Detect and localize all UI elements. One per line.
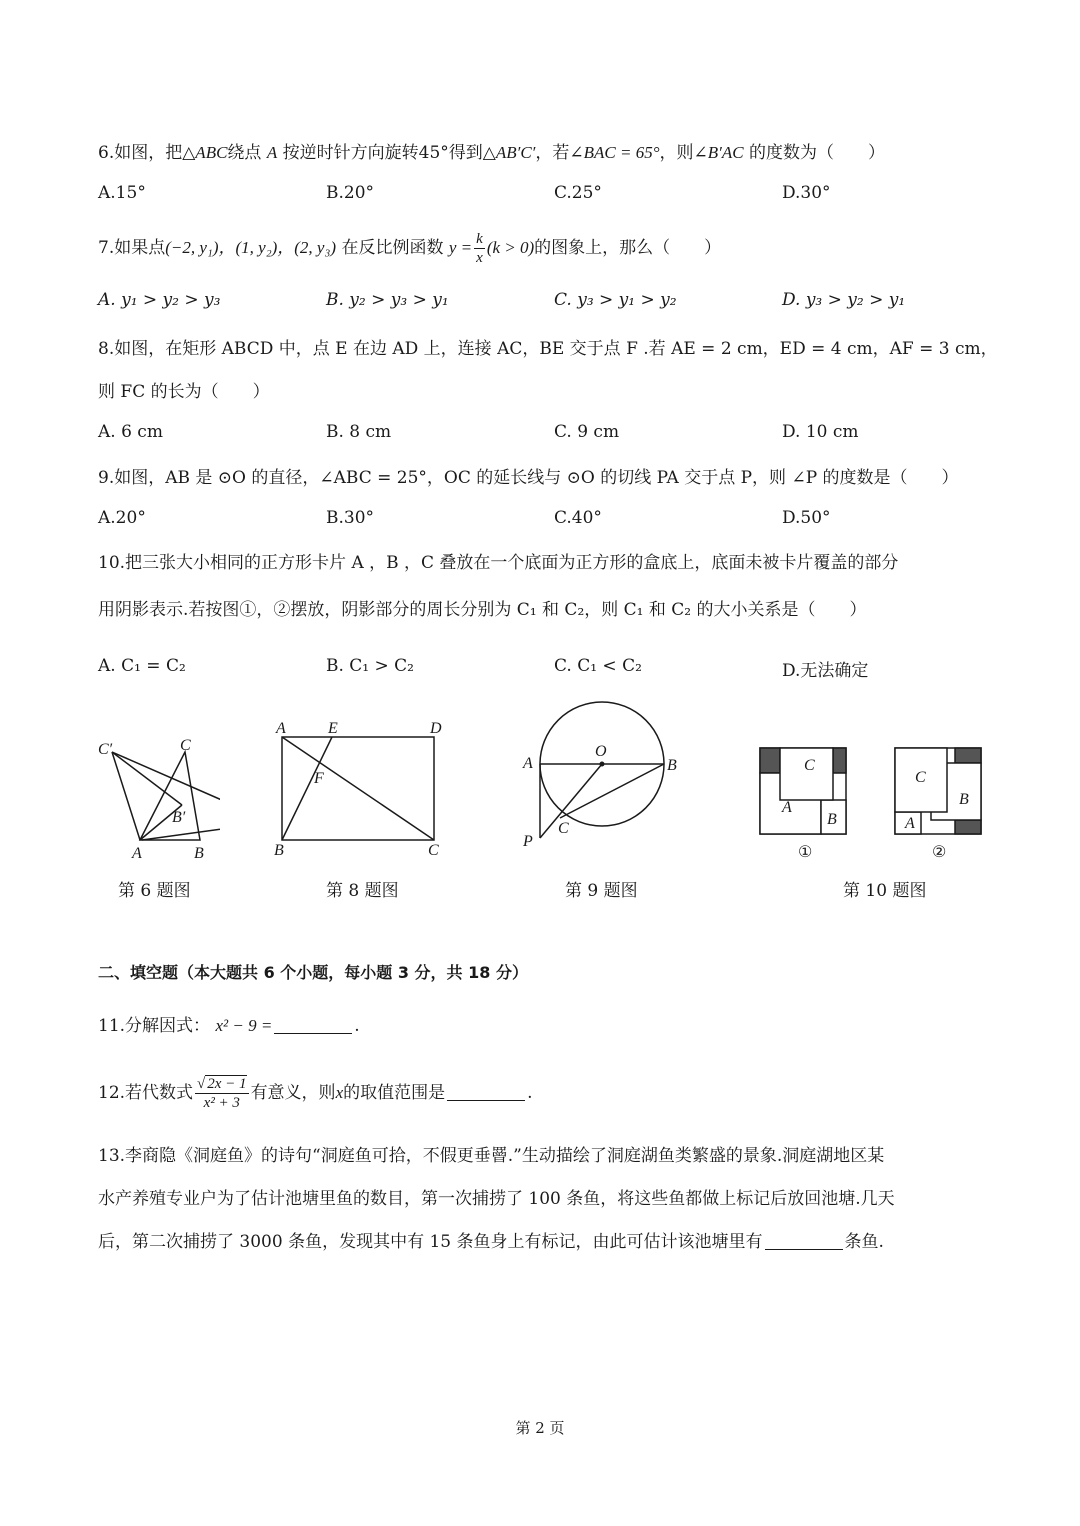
question-12 [98,1068,988,1118]
q7-points: (−2, y₁)，(1, y₂)，(2, y₃) [165,238,337,257]
q6-triangle-abc-prime: △AB′C′ [482,143,536,162]
fig8-label-f: F [314,770,324,787]
q11-suffix: . [354,1016,360,1036]
q10-option-c: C. C₁ < C₂ [554,656,642,676]
q12-text: 有意义，则 [250,1083,336,1103]
fig10-label-circled-2: ② [932,844,947,861]
fig10-label-b-1: B [827,811,837,828]
q6-option-a: A.15° [98,183,146,203]
q6-prefix: 6.如图，把 [98,143,183,163]
q6-text: 绕点 [227,143,262,163]
q13-text: 后，第二次捕捞了 3000 条鱼，发现其中有 15 条鱼身上有标记，由此可估计该池塘里有 [98,1232,763,1252]
fig8-label-a: A [276,720,286,737]
q7-fraction: $\frac{k}{x}$ [476,231,483,266]
fig6-label-bprime: B′ [172,809,186,826]
question-6 [98,141,988,165]
section-2-title: 二、填空题（本大题共 6 个小题，每小题 3 分，共 18 分） [98,963,528,982]
fig6-label-b: B [194,845,204,862]
q6-triangle-abc: △ABC [182,143,228,162]
fig9-label-p: P [523,833,533,850]
fig8-label-e: E [328,720,338,737]
fig8-segment-be [282,737,332,840]
figure-8-diagram [268,715,453,860]
q7-option-d: D. y₃ > y₂ > y₁ [782,290,906,310]
q12-prefix: 12.若代数式 [98,1083,194,1103]
fig10-label-a-1: A [782,799,792,816]
q11-answer-blank [274,1015,352,1034]
q10-option-d: D.无法确定 [782,661,869,681]
q6-angle-bprime-ac: ∠B′AC [693,143,744,162]
fig6-label-cprime: C′ [98,741,113,758]
fig10-caption: 第 10 题图 [843,881,927,901]
q12-radicand: 2x − 1 [207,1076,247,1092]
fig10-label-b-2: B [959,791,969,808]
q9-option-d: D.50° [782,508,831,528]
q7-prefix: 7.如果点 [98,238,166,258]
q7-condition: (k > 0) [486,238,535,257]
q6-suffix: 的度数为（ ） [749,143,885,163]
q6-option-b: B.20° [326,183,375,203]
q9-options [98,508,998,534]
q6-text: 按逆时针方向旋转45°得到 [282,143,483,163]
q6-point-a: A [266,143,278,162]
figure-6-diagram [90,730,220,865]
q8-option-c: C. 9 cm [554,422,620,442]
fig10-card-c-1 [780,748,833,800]
question-13-line-2: 水产养殖专业户为了估计池塘里鱼的数目，第一次捕捞了 100 条鱼，将这些鱼都做上标记后放回池塘.几天 [98,1189,895,1209]
q10-option-b: B. C₁ > C₂ [326,656,414,676]
fig9-label-a: A [523,755,533,772]
fig10-shade-1a [760,748,780,773]
fig10-shade-1b [833,748,846,773]
fig9-chord-bc [560,764,664,818]
q7-options [98,290,998,316]
fig8-label-d: D [430,720,442,737]
question-10-line-1: 10.把三张大小相同的正方形卡片 A ，B ，C 叠放在一个底面为正方形的盒底上，底面未被卡片覆盖的部分 [98,553,899,573]
fig9-label-b: B [667,757,677,774]
q7-option-a: A. y₁ > y₂ > y₃ [98,290,221,310]
q12-variable: x [335,1083,344,1102]
q8-option-d: D. 10 cm [782,422,859,442]
fig9-label-c: C [558,820,569,837]
fig8-label-c: C [428,842,439,859]
question-11 [98,1014,988,1038]
question-9: 9.如图，AB 是 ⊙O 的直径，∠ABC = 25°，OC 的延长线与 ⊙O 的切线 PA 交于点 P，则 ∠P 的度数是（ ） [98,468,959,488]
q7-option-c: C. y₃ > y₁ > y₂ [554,290,677,310]
fig10-label-a-2: A [905,815,915,832]
q12-text: 的取值范围是 [343,1083,446,1103]
question-8-line-1: 8.如图，在矩形 ABCD 中，点 E 在边 AD 上，连接 AC，BE 交于点 F .若 AE = 2 cm，ED = 4 cm，AF = 3 cm， [98,339,998,359]
q8-options [98,422,998,448]
question-7 [98,230,988,267]
q9-option-b: B.30° [326,508,375,528]
q12-fraction: $\frac{√ 2x - 1}{\text{x² + 3}}$ [197,1076,247,1111]
question-13-line-3 [98,1230,988,1254]
q6-text: ，若 [535,143,570,163]
fig8-caption: 第 8 题图 [326,881,399,901]
fig6-label-c: C [180,737,191,754]
fig10-label-c-2: C [915,769,926,786]
fig8-diagonal-ac [282,737,434,840]
q10-options [98,656,998,682]
q13-suffix: 条鱼. [844,1232,884,1252]
q7-suffix: 的图象上，那么（ ） [534,238,722,258]
q6-option-c: C.25° [554,183,602,203]
q12-denominator: x² + 3 [203,1095,240,1111]
q13-answer-blank [765,1231,843,1250]
q8-option-a: A. 6 cm [98,422,163,442]
figure-9-diagram [515,700,695,855]
fig9-center-dot [600,762,605,767]
page-number: 第 2 页 [515,1419,565,1437]
q6-text: ，则 [659,143,694,163]
q6-options [98,183,998,209]
q6-option-d: D.30° [782,183,831,203]
fig10-label-c-1: C [804,757,815,774]
q7-function: y = [448,238,473,257]
q9-option-a: A.20° [98,508,146,528]
q6-angle-bac: ∠BAC = 65° [569,143,660,162]
question-13-line-1: 13.李商隐《洞庭鱼》的诗句“洞庭鱼可拾，不假更垂罾.”生动描绘了洞庭湖鱼类繁盛的景象.洞庭湖地区某 [98,1146,885,1166]
question-8-line-2: 则 FC 的长为（ ） [98,382,270,402]
q7-text: 在反比例函数 [341,238,444,258]
fig6-label-a: A [132,845,142,862]
fig10-shade-2b [955,820,981,834]
q7-option-b: B. y₂ > y₃ > y₁ [326,290,449,310]
q11-prefix: 11.分解因式： [98,1016,211,1036]
fig9-label-o: O [595,743,607,760]
fig10-label-circled-1: ① [798,844,813,861]
q10-option-a: A. C₁ = C₂ [98,656,186,676]
q11-expression: x² − 9 = [215,1016,273,1035]
question-10-line-2: 用阴影表示.若按图①，②摆放，阴影部分的周长分别为 C₁ 和 C₂，则 C₁ 和 C₂ 的大小关系是（ ） [98,600,867,620]
fig10-shade-2a [955,748,981,763]
q12-answer-blank [447,1082,525,1101]
fig6-caption: 第 6 题图 [118,881,191,901]
figure-10-diagram [755,740,990,865]
q8-option-b: B. 8 cm [326,422,392,442]
q9-option-c: C.40° [554,508,602,528]
fig8-label-b: B [274,842,284,859]
q12-end: . [527,1083,533,1103]
fig9-caption: 第 9 题图 [565,881,638,901]
